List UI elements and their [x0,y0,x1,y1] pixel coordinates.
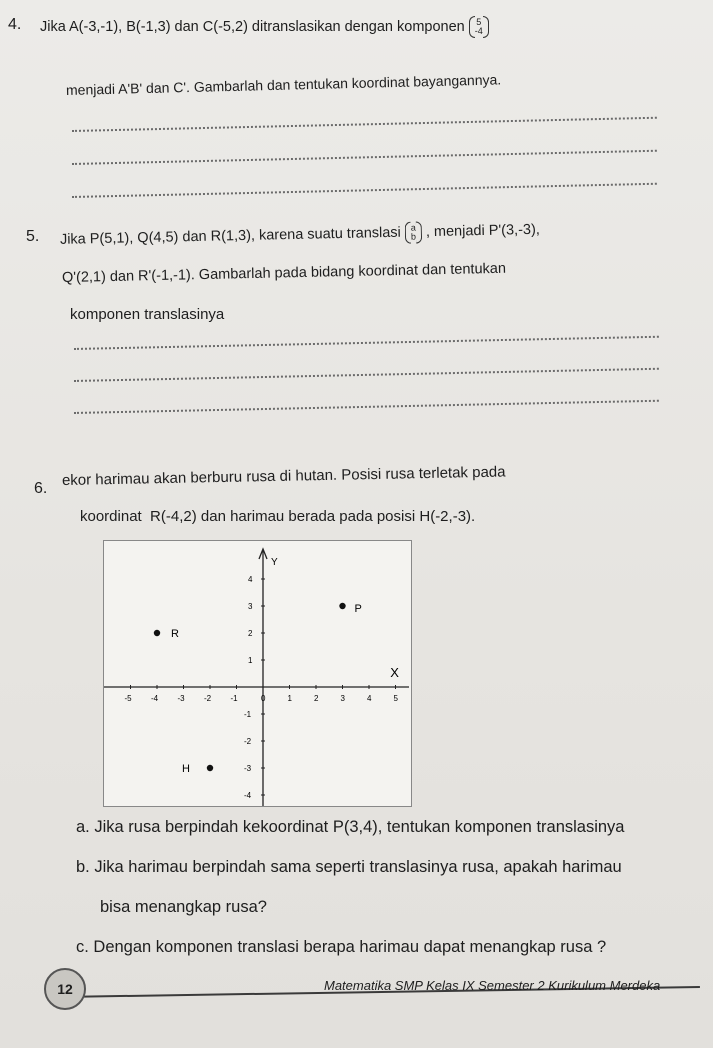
answer-line [72,183,657,198]
y-tick-label: -3 [244,764,252,773]
q5-line1-end: , menjadi P'(3,-3), [425,221,541,241]
q6-sub-c: c. Dengan komponen translasi berapa harimau dapat menangkap rusa ? [76,938,607,956]
answer-line [74,400,659,414]
x-tick-label: -1 [230,694,238,703]
q5-translation-vector [405,223,422,241]
q4-line2: menjadi A'B' dan C'. Gambarlah dan tentukan koordinat bayangannya. [65,71,502,98]
q5-vector-bottom: b [410,231,417,242]
y-tick-label: 2 [248,629,253,638]
answer-line [74,368,659,382]
footer-text: Matematika SMP Kelas IX Semester 2 Kurikulum Merdeka [324,978,661,993]
x-tick-label: 4 [367,694,372,703]
y-tick-label: 4 [248,575,253,584]
point-r [154,630,160,636]
x-tick-label: -3 [177,694,185,703]
q4-number: 4. [8,16,22,33]
q6-sub-b-line2: bisa menangkap rusa? [100,898,267,916]
q6-line2: koordinat R(-4,2) dan harimau berada pada posisi H(-2,-3). [80,508,476,525]
point-label-r: R [171,628,179,640]
q4-vector-bottom: -4 [474,26,483,36]
q5-line1-text: Jika P(5,1), Q(4,5) dan R(1,3), karena suatu translasi [59,224,401,248]
q5-number: 5. [26,228,40,245]
y-tick-label: -4 [244,791,252,800]
q4-vector-top: 5 [476,17,482,27]
answer-line [72,150,657,165]
y-tick-label: 1 [248,656,253,665]
point-label-h: H [182,763,190,775]
q5-line1 [60,221,540,249]
q5-line2: Q'(2,1) dan R'(-1,-1). Gambarlah pada bidang koordinat dan tentukan [61,260,507,286]
point-label-p: P [354,603,362,615]
x-tick-label: -5 [124,694,132,703]
q6-sub-a: a. Jika rusa berpindah kekoordinat P(3,4), tentukan komponen translasinya [76,818,625,836]
coordinate-plane [104,541,411,806]
q4-line1 [40,18,489,36]
x-tick-label: -2 [204,694,212,703]
q4-translation-vector [469,18,489,36]
answer-line [72,117,657,132]
x-tick-label: 5 [393,694,398,703]
y-tick-label: -1 [244,710,252,719]
coordinate-graph [103,540,412,807]
q6-line1: ekor harimau akan berburu rusa di hutan. Posisi rusa terletak pada [61,463,506,489]
x-tick-label: -4 [151,694,159,703]
y-tick-label: 3 [248,602,253,611]
point-h [207,765,213,771]
x-axis-label: X [390,665,399,680]
answer-line [74,336,659,350]
point-p [339,603,345,609]
page-number: 12 [44,968,86,1010]
x-tick-label: 0 [261,694,266,703]
y-tick-label: -2 [244,737,252,746]
axes [104,549,409,806]
q6-number: 6. [34,480,48,497]
x-tick-label: 3 [340,694,345,703]
plotted-points [154,603,362,775]
q6-sub-b-line1: b. Jika harimau berpindah sama seperti translasinya rusa, apakah harimau [76,858,622,876]
q5-vector-top: a [410,222,416,233]
x-tick-label: 1 [287,694,292,703]
q5-line3: komponen translasinya [70,306,225,323]
x-tick-label: 2 [314,694,319,703]
q4-line1-text: Jika A(-3,-1), B(-1,3) dan C(-5,2) ditranslasikan dengan komponen [40,18,465,35]
y-axis-label: Y [271,557,278,568]
